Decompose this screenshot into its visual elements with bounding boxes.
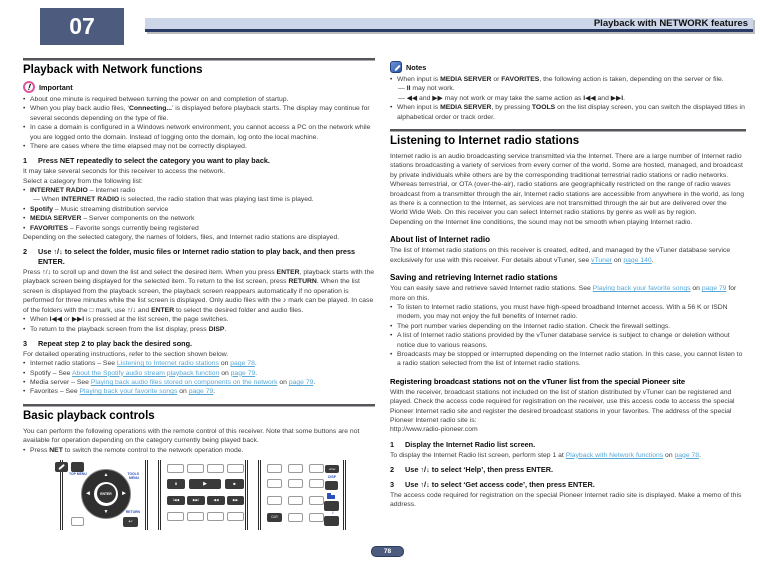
- unlabeled-button: [309, 513, 324, 522]
- up-arrow-icon: ▲: [103, 471, 109, 478]
- category-subnote: — When INTERNET RADIO is selected, the radio station that was playing last time is played.: [33, 196, 314, 204]
- chapter-number-badge: 07: [40, 8, 124, 45]
- step-3-title: Repeat step 2 to play back the desired song.: [38, 338, 193, 348]
- section-title-internet-radio: Listening to Internet radio stations: [390, 135, 580, 148]
- note-bullet: • When input is MEDIA SERVER, by pressing TOOLS on the list display screen, you can switch the displayed titles in alphabetical order or track order.: [390, 104, 745, 121]
- down-arrow-icon: ▼: [103, 508, 109, 515]
- unlabeled-button: [207, 512, 224, 521]
- bullet-marker: •: [390, 76, 393, 83]
- bullet-marker: •: [23, 124, 26, 132]
- list-bullet: • A list of Internet radio stations provided by the vTuner database service is subject to change or deletion without notice due to various reasons.: [390, 332, 730, 349]
- bullet-marker: •: [23, 215, 26, 223]
- remote-panel-navigation: [60, 460, 148, 530]
- important-icon: [23, 81, 35, 93]
- previous-track-button: [167, 496, 185, 505]
- unlabeled-button: [167, 464, 184, 473]
- list-bullet: • Broadcasts may be stopped or interrupted depending on the Internet radio station. In this case, you cannot listen to a radio station selected from the list of Internet radio stations.: [390, 350, 743, 368]
- page-header-bar: [145, 18, 753, 32]
- section-title-network-functions: Playback with Network functions: [23, 64, 203, 76]
- paragraph: To display the Internet Radio list screen, perform step 1 at Playback with Network functions on page 78.: [390, 451, 701, 459]
- unlabeled-button: [267, 496, 282, 505]
- bullet-marker: •: [390, 332, 393, 340]
- page-header-title: Playback with NETWORK features: [593, 18, 748, 29]
- unlabeled-button: [267, 464, 282, 473]
- bullet-marker: •: [390, 322, 393, 330]
- remote-panel-transport: [158, 460, 248, 530]
- see-also-bullet: • Internet radio stations – See Listening to Internet radio stations on page 78.: [23, 360, 257, 368]
- step-2-title: Use ↑/↓ to select the folder, music files or Internet radio station to play back, and then press ENTER.: [38, 247, 356, 267]
- folder-icon: [327, 495, 335, 500]
- text-link[interactable]: Playing back audio files stored on components on the network: [90, 378, 278, 386]
- step-1: 1 Display the Internet Radio list screen.: [390, 439, 536, 449]
- text-link[interactable]: page 79: [701, 285, 727, 293]
- list-bullet: • The port number varies depending on the Internet radio station. Check the firewall settings.: [390, 322, 671, 330]
- paragraph: Depending on the Internet line conditions, the sound may not be smooth when playing Internet radio.: [390, 218, 693, 226]
- enter-button: ENTER: [94, 482, 118, 506]
- important-bullet: • There are cases where the time elapsed may not be correctly displayed.: [23, 143, 247, 151]
- unlabeled-button: [267, 479, 282, 488]
- music-note-button: [324, 516, 339, 526]
- important-header: [23, 81, 375, 93]
- clear-button: CLR: [267, 513, 282, 522]
- important-bullet: • In case a domain is configured in a Windows network environment, you cannot access a PC on the network while you are logged onto the domain. Instead of logging onto the domain, log onto the local machine.: [23, 124, 371, 141]
- subsection-registering-stations: Registering broadcast stations not on the vTuner list from the special Pioneer site: [390, 376, 686, 386]
- subsection-saving-retrieving: Saving and retrieving Internet radio stations: [390, 273, 558, 283]
- page-number-badge: 78: [371, 546, 404, 557]
- text-link[interactable]: page 79: [288, 378, 314, 386]
- bullet-marker: •: [390, 104, 393, 112]
- unlabeled-button: [227, 464, 244, 473]
- paragraph: You can easily save and retrieve saved Internet radio stations. See Playing back your favorite songs on page 79 for more on this.: [390, 285, 737, 302]
- important-bullet: • When you play back audio files, ‘Connecting...’ is displayed before playback starts. The display may continue for several seconds depending on the type of file.: [23, 105, 370, 122]
- fast-forward-icon: ▶▶: [232, 498, 239, 503]
- text-link[interactable]: vTuner: [591, 256, 613, 264]
- top-menu-button: [71, 462, 84, 472]
- section-rule: [23, 404, 375, 407]
- left-column: [23, 58, 375, 532]
- paragraph: Select a category from the following list:: [23, 177, 143, 185]
- bullet-marker: •: [23, 325, 26, 333]
- bullet-marker: •: [23, 96, 26, 103]
- unlabeled-button: [187, 512, 204, 521]
- category-bullet: • MEDIA SERVER – Server components on the network: [23, 215, 195, 223]
- step-3: 3 Use ↑/↓ to select ‘Get access code’, then press ENTER.: [390, 479, 595, 489]
- step-1-title: Press NET repeatedly to select the category you want to play back.: [38, 156, 270, 166]
- section-rule: [390, 129, 746, 132]
- bullet-marker: •: [23, 105, 26, 113]
- paragraph: The access code required for registration on the special Pioneer Internet radio site is displayed. Make a memo of this address.: [390, 491, 742, 508]
- pioneer-site-url: http://www.radio-pioneer.com: [390, 426, 478, 434]
- section-title-basic-playback: Basic playback controls: [23, 409, 155, 422]
- note-bullet: • When input is MEDIA SERVER or FAVORITES, the following action is taken, depending on the server or file.: [390, 76, 724, 83]
- add-favorite-button: +Fav: [325, 465, 339, 473]
- unlabeled-button: [167, 512, 184, 521]
- paragraph: Internet radio is an audio broadcasting service transmitted via the Internet. There are a large number of Internet radio stations broadcasting a variety of services from every corner of the world. Some are hosted, managed, and broadcast by private individuals while others are by the corresponding traditional terrestrial radio stations or radio networks. Whereas terrestrial, or OTA (over-the-air), radio stations are geographically restricted on the range of radio waves broadcast from a transmitter through the air, Internet radio stations are accessible from anywhere in the world, as long as there is a connection to the Internet, as services are not transmitted through the air but are delivered over the World Wide Web. On this receiver you can select Internet radio stations by genre as well as by region.: [390, 153, 744, 217]
- paragraph: It may take several seconds for this receiver to access the network.: [23, 168, 226, 176]
- unlabeled-button: [288, 513, 303, 522]
- list-bullet: • To return to the playback screen from the list display, press DISP.: [23, 325, 227, 333]
- list-bullet: • To listen to Internet radio stations, you must have high-speed broadband Internet access. With a 56 K or ISDN modem, you may not enjoy the full benefits of Internet radio.: [390, 303, 728, 321]
- text-link[interactable]: Playing back your favorite songs: [592, 285, 691, 293]
- return-button: [123, 517, 138, 527]
- bullet-marker: •: [23, 187, 26, 195]
- right-arrow-icon: ▶: [122, 490, 126, 497]
- unlabeled-button: [288, 464, 303, 473]
- play-button: [189, 479, 221, 489]
- step-3: 3 Repeat step 2 to play back the desired song.: [23, 338, 193, 348]
- paragraph: With the receiver, broadcast stations not included on the list of station distributed by vTuner can be registered and played. Check the access code required for registration on the receiver, use this access code to access the special Pioneer Internet radio site and register the desired broadcast stations in your favorites. The address of the special Pioneer Internet radio site is:: [390, 388, 735, 424]
- unlabeled-button: [207, 464, 224, 473]
- category-bullet: • FAVORITES – Favorite songs currently being registered: [23, 224, 199, 232]
- bullet-marker: •: [23, 205, 26, 213]
- notes-header: [390, 61, 746, 73]
- step-2: 2 Use ↑/↓ to select the folder, music files or Internet radio station to play back, and then press ENTER.: [23, 247, 375, 267]
- tools-menu-label: TOOLS MENU: [127, 471, 139, 480]
- paragraph: For detailed operating instructions, refer to the section shown below.: [23, 350, 229, 358]
- remote-control-diagram: [23, 460, 375, 532]
- pause-icon: II: [174, 481, 178, 487]
- bullet-marker: •: [23, 388, 26, 396]
- category-bullet: • Spotify – Music streaming distribution service: [23, 205, 169, 213]
- text-link[interactable]: page 79: [230, 369, 256, 377]
- unlabeled-button: [309, 479, 324, 488]
- unlabeled-button: [309, 464, 324, 473]
- see-also-bullet: • Favorites – See Playing back your favorite songs on page 79.: [23, 388, 216, 396]
- see-also-bullet: • Spotify – See About the Spotify audio stream playback function on page 79.: [23, 369, 258, 377]
- step-2-title: Use ↑/↓ to select ‘Help’, then press ENTER.: [405, 464, 554, 474]
- important-bullet: • About one minute is required between turning the power on and completion of startup.: [23, 96, 289, 103]
- step-1: 1 Press NET repeatedly to select the category you want to play back.: [23, 156, 270, 166]
- unlabeled-button: [187, 464, 204, 473]
- remote-panel-numeric: [258, 460, 346, 530]
- previous-icon: I◀◀: [172, 498, 180, 503]
- rewind-icon: ◀◀: [213, 498, 219, 503]
- text-link[interactable]: Listening to Internet radio stations: [116, 360, 219, 368]
- directional-pad: [81, 469, 131, 519]
- important-label: Important: [39, 82, 73, 92]
- text-link[interactable]: page 140: [623, 256, 652, 264]
- bullet-marker: •: [23, 316, 26, 324]
- bullet-marker: •: [23, 378, 26, 386]
- right-column: [390, 58, 746, 509]
- text-link[interactable]: page 78: [674, 451, 700, 459]
- notes-icon: [390, 61, 402, 73]
- text-link[interactable]: page 79: [188, 388, 214, 396]
- step-1-title: Display the Internet Radio list screen.: [405, 439, 536, 449]
- paragraph: The list of Internet radio stations on this receiver is created, edited, and managed by the vTuner database service exclusively for use with this receiver. For details about vTuner, see vTuner on page 140.: [390, 247, 731, 264]
- unlabeled-button: [288, 496, 303, 505]
- unlabeled-button: [309, 496, 324, 505]
- text-link[interactable]: About the Spotify audio stream playback function: [71, 369, 220, 377]
- next-track-button: [187, 496, 205, 505]
- stop-button: [225, 479, 244, 489]
- bullet-marker: •: [390, 303, 393, 311]
- bullet-marker: •: [23, 446, 26, 454]
- left-arrow-icon: ◀: [86, 490, 90, 497]
- music-note-icon: ♪: [331, 509, 334, 516]
- play-icon: ▶: [203, 480, 207, 487]
- subsection-about-list: About list of Internet radio: [390, 235, 490, 245]
- bullet-marker: •: [23, 360, 26, 368]
- disp-button: [325, 481, 338, 490]
- paragraph: Depending on the selected category, the names of folders, files, and Internet radio stations are displayed.: [23, 234, 340, 242]
- disp-label: DISP: [328, 474, 336, 479]
- pause-button: [167, 479, 185, 489]
- step-3-title: Use ↑/↓ to select ‘Get access code’, then press ENTER.: [405, 479, 595, 489]
- unlabeled-button: [71, 517, 84, 526]
- tools-menu-button: [55, 462, 68, 472]
- see-also-bullet: • Media server – See Playing back audio files stored on components on the network on page 79.: [23, 378, 316, 386]
- unlabeled-button: [288, 479, 303, 488]
- text-link[interactable]: Playback with Network functions: [565, 451, 664, 459]
- bullet-marker: •: [23, 369, 26, 377]
- bullet-marker: •: [23, 224, 26, 232]
- list-bullet: • Press NET to switch the remote control to the network operation mode.: [23, 446, 244, 454]
- paragraph: Press ↑/↓ to scroll up and down the list and select the desired item. When you press ENTER, playback starts with the playback screen being displayed for the selected item. To return to the list screen, press RETURN. When the list screen is displayed from the playback screen, the playback screen reappears automatically if no operation is performed for three minutes while the list screen is displayed. Only audio files with the ♪ mark can be played. In case of the folders with the □ mark, use ↑/↓ and ENTER to select the desired folder and audio files.: [23, 269, 374, 314]
- unlabeled-button: [227, 512, 244, 521]
- category-bullet: • INTERNET RADIO – Internet radio: [23, 187, 136, 195]
- return-label: RETURN: [125, 510, 140, 515]
- top-menu-label: TOP MENU: [69, 471, 87, 476]
- text-link[interactable]: Playing back your favorite songs: [79, 388, 178, 396]
- rewind-button: [207, 496, 225, 505]
- stop-icon: ■: [233, 481, 236, 487]
- section-rule: [23, 58, 375, 61]
- paragraph: You can perform the following operations with the remote control of this receiver. Note that some buttons are not available for operation depending on the category currently being played back.: [23, 427, 360, 445]
- return-arrow-icon: ↩: [128, 518, 133, 525]
- bullet-marker: •: [23, 143, 26, 151]
- list-bullet: • When I◀◀ or ▶▶I is pressed at the list screen, the page switches.: [23, 316, 229, 324]
- step-2: 2 Use ↑/↓ to select ‘Help’, then press ENTER.: [390, 464, 554, 474]
- fast-forward-button: [227, 496, 244, 505]
- notes-label: Notes: [406, 62, 427, 72]
- bullet-marker: •: [390, 350, 393, 358]
- text-link[interactable]: page 78: [230, 360, 255, 368]
- next-icon: ▶▶I: [192, 498, 200, 503]
- note-subline: — ◀◀ and ▶▶ may not work or may take the same action as I◀◀ and ▶▶I.: [398, 94, 625, 102]
- note-subline: — II may not work.: [398, 85, 455, 93]
